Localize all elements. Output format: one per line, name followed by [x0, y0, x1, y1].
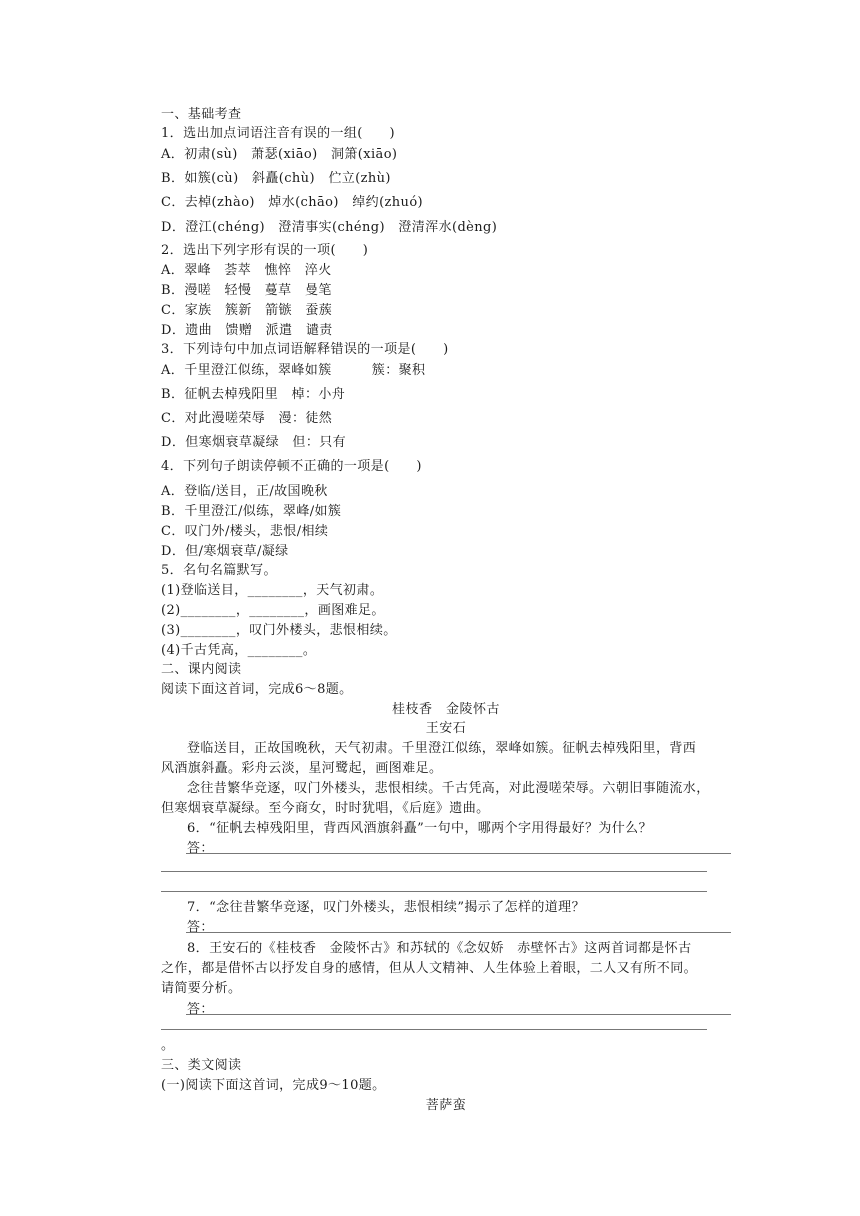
section-heading-similar-reading: 三、类文阅读 [161, 1058, 242, 1073]
question-8-line-3: 请简要分析。 [161, 981, 242, 996]
question-5-line-4: (4)千古凭高，________。 [161, 643, 317, 658]
answer-line [161, 1029, 707, 1030]
question-2-option-b: B．漫嗟 轻慢 蔓草 曼笔 [161, 283, 332, 298]
answer-label-8: 答： [187, 1002, 214, 1017]
question-1-stem: 1．选出加点词语注音有误的一组( ) [161, 126, 396, 141]
question-4-option-a: A．登临/送目，正/故国晚秋 [161, 484, 328, 499]
question-1-option-a: A．初肃(sù) 萧瑟(xiāo) 洞箫(xiāo) [161, 147, 398, 162]
question-4-stem: 4．下列句子朗读停顿不正确的一项是( ) [161, 459, 422, 474]
question-8-line-1: 8．王安石的《桂枝香 金陵怀古》和苏轼的《念奴娇 赤壁怀古》这两首词都是怀古 [187, 941, 692, 956]
question-5-stem: 5．名句名篇默写。 [161, 563, 277, 578]
poem-paragraph-1-line-2: 风酒旗斜矗。彩舟云淡，星河鹭起，画图难足。 [161, 761, 443, 776]
question-7: 7．“念往昔繁华竞逐，叹门外楼头，悲恨相续”揭示了怎样的道理？ [187, 900, 585, 915]
question-1-option-c: C．去棹(zhào) 焯水(chāo) 绰约(zhuó) [161, 195, 424, 210]
question-5-line-2: (2)________，________，画图难足。 [161, 603, 385, 618]
poem-paragraph-1-line-1: 登临送目，正故国晚秋，天气初肃。千里澄江似练，翠峰如簇。征帆去棹残阳里，背西 [187, 741, 697, 756]
question-1-option-d: D．澄江(chéng) 澄清事实(chéng) 澄清浑水(dèng) [161, 220, 498, 235]
question-3-stem: 3．下列诗句中加点词语解释错误的一项是( ) [161, 342, 449, 357]
question-2-option-c: C．家族 簇新 箭镞 蚕蔟 [161, 303, 333, 318]
section-heading-basic: 一、基础考查 [161, 107, 242, 122]
question-4-option-d: D．但/寒烟衰草/凝绿 [161, 544, 289, 559]
question-8-line-2: 之作，都是借怀古以抒发自身的感情，但从人文精神、人生体验上着眼，二人又有所不同。 [161, 961, 698, 976]
question-2-option-d: D．遗曲 馈赠 派遣 谴责 [161, 323, 333, 338]
poem-title: 桂枝香 金陵怀古 [391, 702, 500, 717]
answer-end-mark: 。 [161, 1038, 175, 1053]
poem-paragraph-2-line-1: 念往昔繁华竞逐，叹门外楼头，悲恨相续。千古凭高，对此漫嗟荣辱。六朝旧事随流水， [187, 781, 710, 796]
question-5-line-3: (3)________，叹门外楼头，悲恨相续。 [161, 623, 397, 638]
poem-paragraph-2-line-2: 但寒烟衰草凝绿。至今商女，时时犹唱，《后庭》遗曲。 [161, 801, 490, 816]
question-3-option-a: A．千里澄江似练，翠峰如簇 簇：聚积 [161, 363, 426, 378]
question-5-line-1: (1)登临送目，________，天气初肃。 [161, 583, 384, 598]
poem-author: 王安石 [425, 721, 467, 736]
answer-line [186, 1014, 731, 1015]
question-3-option-d: D．但寒烟衰草凝绿 但：只有 [161, 435, 347, 450]
question-4-option-c: C．叹门外/楼头，悲恨/相续 [161, 524, 329, 539]
answer-line [186, 853, 731, 854]
section-heading-reading: 二、课内阅读 [161, 662, 242, 677]
poem-title-2: 菩萨蛮 [425, 1098, 467, 1113]
answer-label-6: 答： [187, 841, 214, 856]
question-4-option-b: B．千里澄江/似练，翠峰/如簇 [161, 504, 342, 519]
question-2-option-a: A．翠峰 荟萃 憔悴 淬火 [161, 263, 332, 278]
reading-intro: 阅读下面这首词，完成6～8题。 [161, 682, 353, 697]
answer-line [161, 891, 707, 892]
question-3-option-c: C．对此漫嗟荣辱 漫：徒然 [161, 411, 333, 426]
similar-reading-intro: (一)阅读下面这首词，完成9～10题。 [161, 1078, 386, 1093]
answer-line [186, 932, 731, 933]
answer-line [161, 871, 707, 872]
question-2-stem: 2．选出下列字形有误的一项( ) [161, 243, 369, 258]
answer-label-7: 答： [187, 920, 214, 935]
question-1-option-b: B．如簇(cù) 斜矗(chù) 伫立(zhù) [161, 171, 391, 186]
question-6: 6．“征帆去棹残阳里，背西风酒旗斜矗”一句中，哪两个字用得最好？为什么？ [187, 821, 652, 836]
question-3-option-b: B．征帆去棹残阳里 棹：小舟 [161, 387, 346, 402]
